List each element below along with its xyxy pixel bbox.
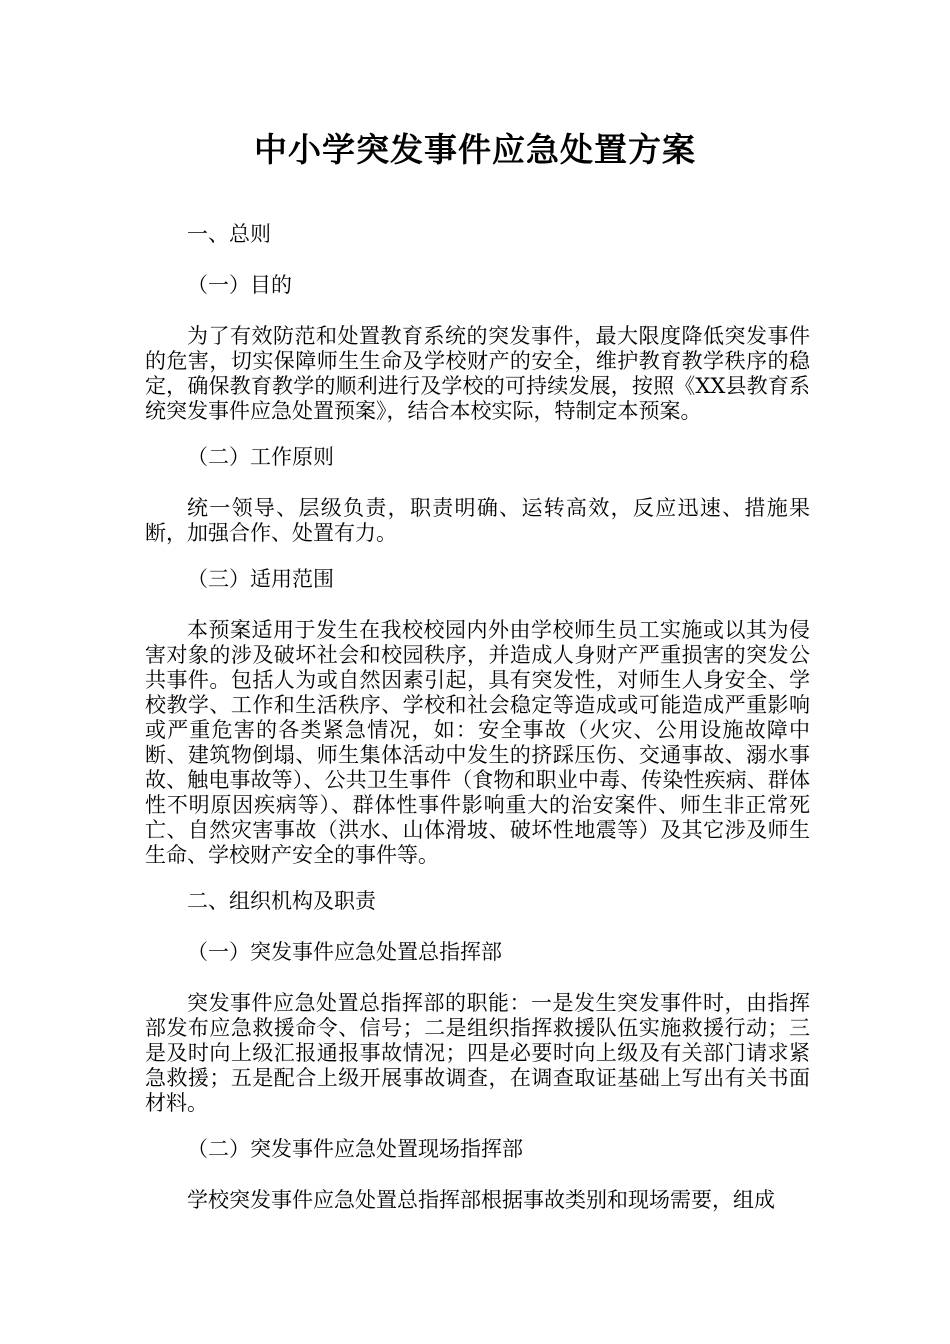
paragraph-command-center: 突发事件应急处置总指挥部的职能：一是发生突发事件时，由指挥部发布应急救援命令、信号；二是组织指挥救援队伍实施救援行动；三是及时向上级汇报通报事故情况；四是必要时向上级及有关部门请求紧急救援；五是配合上级开展事故调查，在调查取证基础上写出有关书面材料。 — [145, 991, 810, 1115]
document-title: 中小学突发事件应急处置方案 — [254, 130, 696, 169]
paragraph-purpose: 为了有效防范和处置教育系统的突发事件，最大限度降低突发事件的危害，切实保障师生生命及学校财产的安全，维护教育教学秩序的稳定，确保教育教学的顺利进行及学校的可持续发展，按照《XX县教育系统突发事件应急处置预案》，结合本校实际，特制定本预案。 — [145, 324, 810, 423]
paragraph-scope: 本预案适用于发生在我校校园内外由学校师生员工实施或以其为侵害对象的涉及破坏社会和校园秩序，并造成人身财产严重损害的突发公共事件。包括人为或自然因素引起，具有突发性，对师生人身安全、学校教学、工作和生活秩序、学校和社会稳定等造成或可能造成严重影响或严重危害的各类紧急情况，如：安全事故（火灾、公用设施故障中断、建筑物倒塌、师生集体活动中发生的挤踩压伤、交通事故、溺水事故、触电事故等）、公共卫生事件（食物和职业中毒、传染性疾病、群体性不明原因疾病等）、群体性事件影响重大的治安案件、师生非正常死亡、自然灾害事故（洪水、山体滑坡、破坏性地震等）及其它涉及师生生命、学校财产安全的事件等。 — [145, 618, 810, 867]
subsection-heading-command-center: （一）突发事件应急处置总指挥部 — [187, 940, 502, 964]
section-heading-organization: 二、组织机构及职责 — [187, 889, 376, 913]
section-heading-general: 一、总则 — [187, 222, 271, 246]
subsection-heading-field-command: （二）突发事件应急处置现场指挥部 — [187, 1137, 523, 1161]
paragraph-principles: 统一领导、层级负责，职责明确、运转高效，反应迅速、措施果断，加强合作、处置有力。 — [145, 496, 810, 545]
subsection-heading-principles: （二）工作原则 — [187, 445, 334, 469]
subsection-heading-purpose: （一）目的 — [187, 273, 292, 297]
paragraph-field-command: 学校突发事件应急处置总指挥部根据事故类别和现场需要，组成 — [187, 1188, 775, 1212]
document-body — [145, 222, 810, 1234]
subsection-heading-scope: （三）适用范围 — [187, 567, 334, 591]
